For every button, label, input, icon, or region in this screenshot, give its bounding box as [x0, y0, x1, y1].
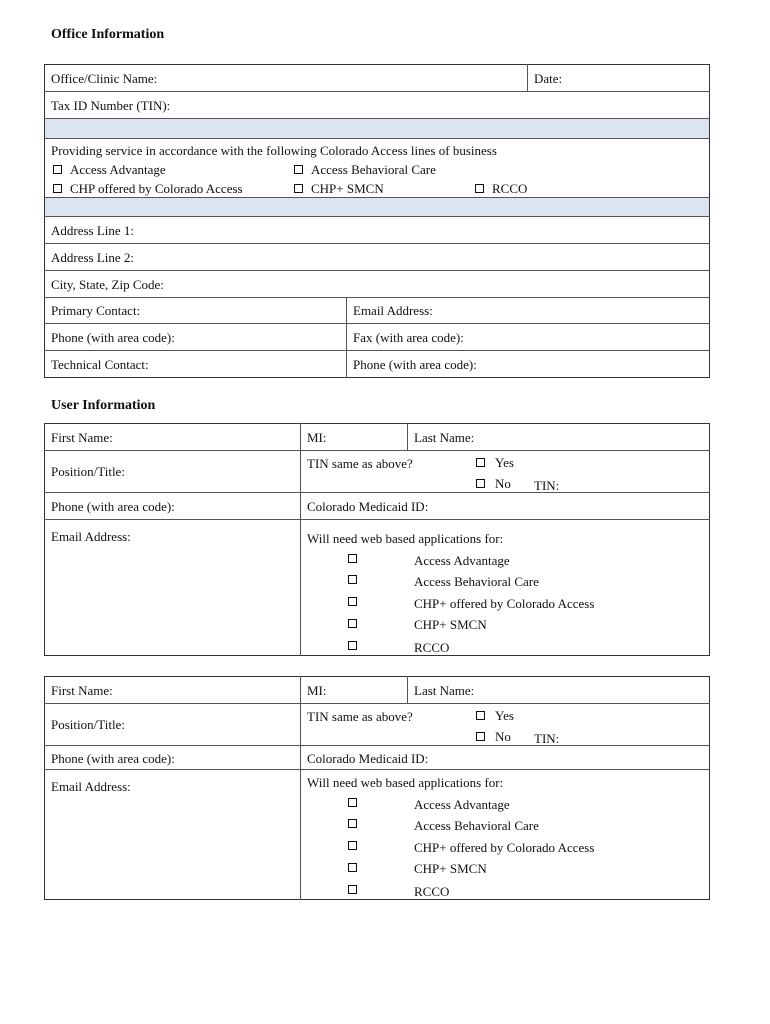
lob-chp-offered-label: CHP offered by Colorado Access: [70, 181, 243, 196]
app-access-advantage-label: Access Advantage: [414, 553, 510, 568]
office-email-label[interactable]: Email Address:: [353, 303, 433, 318]
app-chp-offered-checkbox[interactable]: [348, 597, 357, 606]
column-divider: [407, 676, 408, 703]
tin-same-yes-checkbox[interactable]: [476, 711, 485, 720]
app-rcco-checkbox[interactable]: [348, 885, 357, 894]
app-rcco-label: RCCO: [414, 640, 450, 655]
office-phone-label[interactable]: Phone (with area code):: [51, 330, 175, 345]
row-divider: [44, 492, 710, 493]
last-name-label[interactable]: Last Name:: [414, 430, 475, 445]
column-divider: [300, 676, 301, 900]
user-information-heading: User Information: [51, 398, 156, 413]
chp-smcn-checkbox[interactable]: [294, 184, 303, 193]
chp-offered-checkbox[interactable]: [53, 184, 62, 193]
city-state-zip-label[interactable]: City, State, Zip Code:: [51, 277, 164, 292]
mi-label[interactable]: MI:: [307, 683, 327, 698]
last-name-label[interactable]: Last Name:: [414, 683, 475, 698]
address-line-2-label[interactable]: Address Line 2:: [51, 250, 135, 265]
app-access-behavioral-care-label: Access Behavioral Care: [414, 574, 539, 589]
lob-chp-smcn-label: CHP+ SMCN: [311, 181, 384, 196]
app-access-behavioral-care-label: Access Behavioral Care: [414, 818, 539, 833]
user-email-label[interactable]: Email Address:: [51, 779, 131, 794]
first-name-label[interactable]: First Name:: [51, 683, 113, 698]
mi-label[interactable]: MI:: [307, 430, 327, 445]
date-label[interactable]: Date:: [534, 71, 563, 86]
column-divider: [346, 297, 347, 378]
address-line-1-label[interactable]: Address Line 1:: [51, 223, 135, 238]
app-chp-smcn-checkbox[interactable]: [348, 619, 357, 628]
row-divider: [44, 138, 710, 139]
access-behavioral-care-checkbox[interactable]: [294, 165, 303, 174]
app-chp-offered-label: CHP+ offered by Colorado Access: [414, 596, 595, 611]
position-title-label[interactable]: Position/Title:: [51, 717, 125, 732]
row-divider: [44, 350, 710, 351]
shaded-band: [45, 119, 709, 138]
row-divider: [44, 769, 710, 770]
tin-same-no-checkbox[interactable]: [476, 732, 485, 741]
app-access-advantage-checkbox[interactable]: [348, 798, 357, 807]
no-label: No: [495, 476, 511, 491]
primary-contact-label[interactable]: Primary Contact:: [51, 303, 141, 318]
rcco-checkbox[interactable]: [475, 184, 484, 193]
app-chp-offered-checkbox[interactable]: [348, 841, 357, 850]
technical-contact-label[interactable]: Technical Contact:: [51, 357, 149, 372]
user-email-label[interactable]: Email Address:: [51, 529, 131, 544]
lines-of-business-intro: Providing service in accordance with the following Colorado Access lines of business: [51, 143, 497, 158]
app-access-behavioral-care-checkbox[interactable]: [348, 575, 357, 584]
tin-label[interactable]: TIN:: [534, 478, 560, 493]
first-name-label[interactable]: First Name:: [51, 430, 113, 445]
column-divider: [527, 64, 528, 91]
column-divider: [407, 423, 408, 450]
user-phone-label[interactable]: Phone (with area code):: [51, 499, 175, 514]
tin-label[interactable]: TIN:: [534, 731, 560, 746]
row-divider: [44, 216, 710, 217]
position-title-label[interactable]: Position/Title:: [51, 464, 125, 479]
yes-label: Yes: [495, 708, 514, 723]
tin-same-yes-checkbox[interactable]: [476, 458, 485, 467]
user-phone-label[interactable]: Phone (with area code):: [51, 751, 175, 766]
row-divider: [44, 519, 710, 520]
web-apps-label: Will need web based applications for:: [307, 531, 504, 546]
office-information-heading: Office Information: [51, 27, 165, 42]
row-divider: [44, 270, 710, 271]
no-label: No: [495, 729, 511, 744]
row-divider: [44, 323, 710, 324]
fax-label[interactable]: Fax (with area code):: [353, 330, 464, 345]
row-divider: [44, 703, 710, 704]
row-divider: [44, 297, 710, 298]
lob-access-advantage-label: Access Advantage: [70, 162, 166, 177]
tin-same-no-checkbox[interactable]: [476, 479, 485, 488]
web-apps-label: Will need web based applications for:: [307, 775, 504, 790]
yes-label: Yes: [495, 455, 514, 470]
tin-same-label: TIN same as above?: [307, 709, 413, 724]
row-divider: [44, 91, 710, 92]
app-access-advantage-label: Access Advantage: [414, 797, 510, 812]
medicaid-id-label[interactable]: Colorado Medicaid ID:: [307, 499, 429, 514]
access-advantage-checkbox[interactable]: [53, 165, 62, 174]
office-clinic-name-label[interactable]: Office/Clinic Name:: [51, 71, 158, 86]
app-chp-smcn-checkbox[interactable]: [348, 863, 357, 872]
app-chp-smcn-label: CHP+ SMCN: [414, 617, 487, 632]
app-chp-offered-label: CHP+ offered by Colorado Access: [414, 840, 595, 855]
app-chp-smcn-label: CHP+ SMCN: [414, 861, 487, 876]
app-access-behavioral-care-checkbox[interactable]: [348, 819, 357, 828]
app-rcco-label: RCCO: [414, 884, 450, 899]
technical-phone-label[interactable]: Phone (with area code):: [353, 357, 477, 372]
medicaid-id-label[interactable]: Colorado Medicaid ID:: [307, 751, 429, 766]
lob-access-behavioral-care-label: Access Behavioral Care: [311, 162, 436, 177]
app-rcco-checkbox[interactable]: [348, 641, 357, 650]
row-divider: [44, 243, 710, 244]
tax-id-label[interactable]: Tax ID Number (TIN):: [51, 98, 171, 113]
row-divider: [44, 745, 710, 746]
shaded-band: [45, 198, 709, 216]
column-divider: [300, 423, 301, 656]
lob-rcco-label: RCCO: [492, 181, 528, 196]
row-divider: [44, 450, 710, 451]
tin-same-label: TIN same as above?: [307, 456, 413, 471]
app-access-advantage-checkbox[interactable]: [348, 554, 357, 563]
